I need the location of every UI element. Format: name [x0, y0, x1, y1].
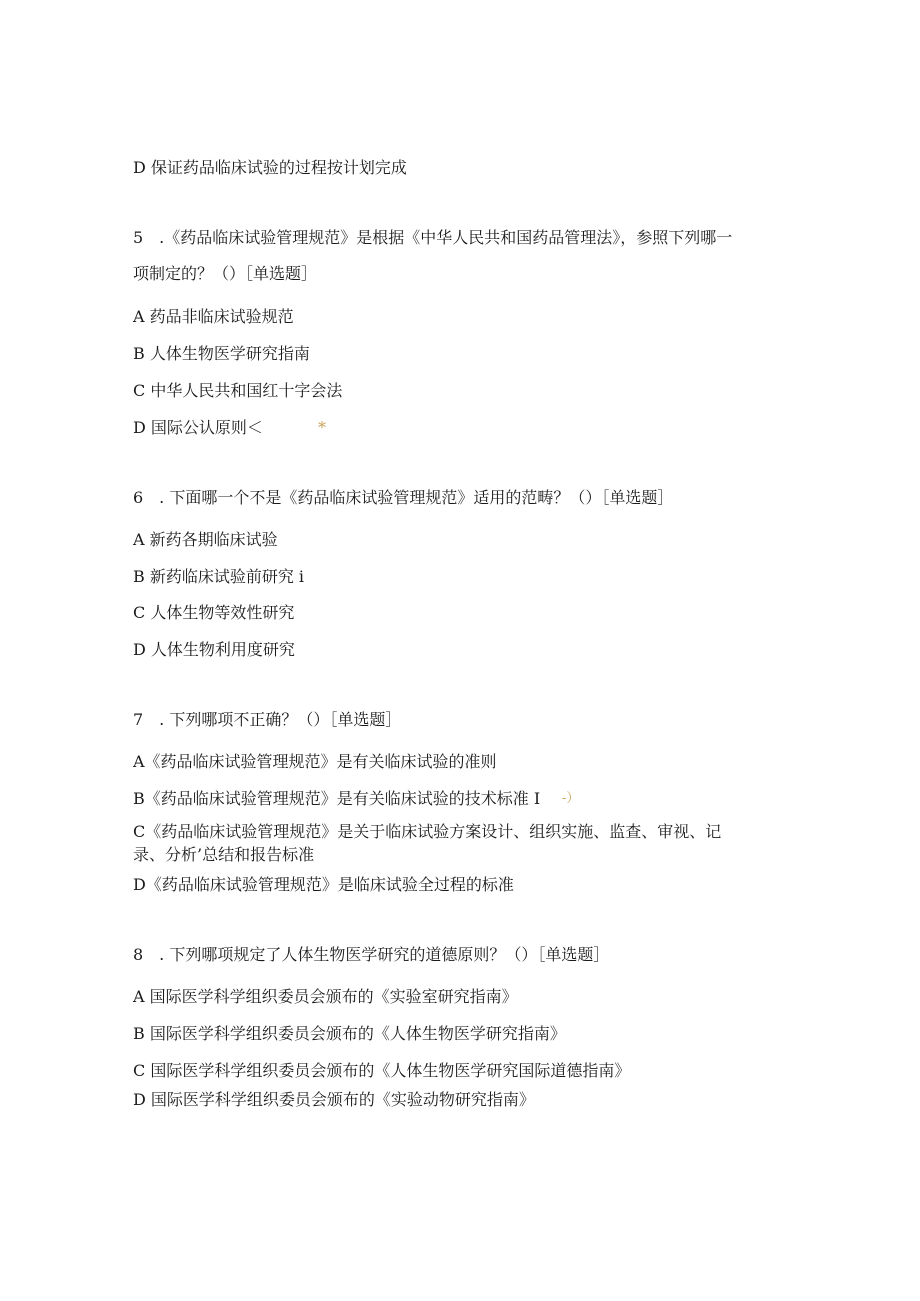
q8-option-c: C 国际医学科学组织委员会颁布的《人体生物医学研究国际道德指南》 [133, 1061, 631, 1080]
q6-option-c: C 人体生物等效性研究 [133, 603, 295, 622]
q8-stem: 8 . 下列哪项规定了人体生物医学研究的道德原则？（）［单选题］ [133, 945, 610, 964]
q8-option-b: B 国际医学科学组织委员会颁布的《人体生物医学研究指南》 [133, 1024, 566, 1043]
q6-option-b: B 新药临床试验前研究 i [133, 567, 305, 586]
q7-option-c-line-1: C《药品临床试验管理规范》是关于临床试验方案设计、组织实施、监查、审视、记 [133, 822, 722, 841]
q7-option-b: B《药品临床试验管理规范》是有关临床试验的技术标准 I [133, 789, 541, 808]
q5-option-a: A 药品非临床试验规范 [133, 307, 294, 326]
q7-stem: 7 . 下列哪项不正确？（）［单选题］ [133, 710, 402, 729]
q7-option-a: A《药品临床试验管理规范》是有关临床试验的准则 [133, 752, 497, 771]
q8-option-a: A 国际医学科学组织委员会颁布的《实验室研究指南》 [133, 987, 518, 1006]
q5-stem-line-1: 5 .《药品临床试验管理规范》是根据《中华人民共和国药品管理法》，参照下列哪一 [133, 228, 733, 247]
q5-stem-line-2: 项制定的？（）［单选题］ [133, 264, 318, 283]
q7-option-c-line-2: 录、分析’总结和报告标准 [133, 845, 315, 864]
q5-option-b: B 人体生物医学研究指南 [133, 344, 310, 363]
q5-option-d-mark: * [318, 418, 326, 437]
q5-option-c: C 中华人民共和国红十字会法 [133, 381, 343, 400]
q5-option-d: D 国际公认原则＜ [133, 418, 263, 437]
q6-option-d: D 人体生物利用度研究 [133, 640, 295, 659]
q7-option-b-mark: -） [562, 791, 580, 806]
q8-option-d: D 国际医学科学组织委员会颁布的《实验动物研究指南》 [133, 1090, 535, 1109]
q4-option-d: D 保证药品临床试验的过程按计划完成 [133, 158, 407, 177]
q7-option-d: D《药品临床试验管理规范》是临床试验全过程的标准 [133, 875, 514, 894]
q6-stem: 6 . 下面哪一个不是《药品临床试验管理规范》适用的范畴？（）［单选题］ [133, 488, 674, 507]
q6-option-a: A 新药各期临床试验 [133, 530, 278, 549]
